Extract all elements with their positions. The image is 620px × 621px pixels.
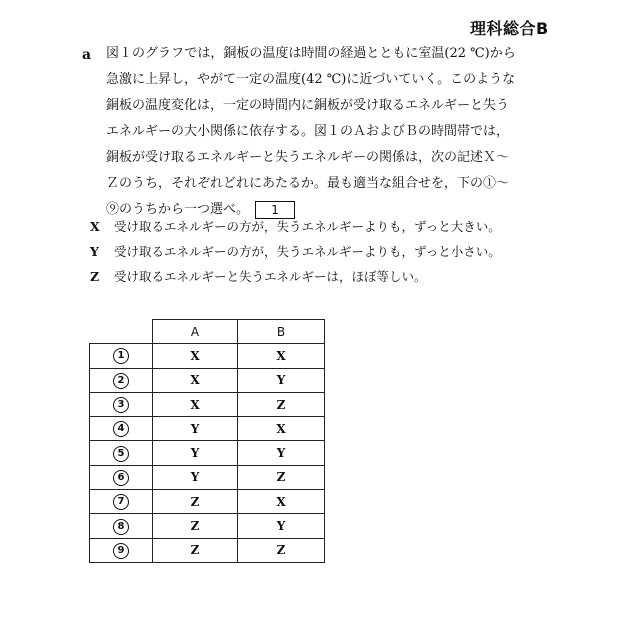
table-row [90,417,325,441]
table-row [90,392,325,416]
choice-number: 9 [113,543,129,559]
statement-y [90,239,530,264]
cell-a: Y [153,417,238,441]
choice-number: 8 [113,519,129,535]
statement-text: 受け取るエネルギーの方が，失うエネルギーよりも，ずっと大きい。 [114,219,501,234]
choice-number-cell [90,465,153,489]
choice-number-cell [90,441,153,465]
statement-text: 受け取るエネルギーと失うエネルギーは，ほぼ等しい。 [114,269,427,284]
cell-b: X [238,344,325,368]
cell-a: Z [153,538,238,562]
answer-box: 1 [255,201,295,219]
column-header-a: A [153,320,238,344]
cell-a: X [153,344,238,368]
statement-key: Z [90,269,100,284]
choice-number: 5 [113,446,129,462]
choice-number-cell [90,392,153,416]
choice-number: 7 [113,494,129,510]
column-header-b: B [238,320,325,344]
cell-b: Z [238,392,325,416]
choice-number: 2 [113,373,129,389]
table-row [90,490,325,514]
choice-number: 4 [113,421,129,437]
statement-list [90,214,530,289]
cell-a: Z [153,514,238,538]
choice-number-cell [90,490,153,514]
choice-number: 3 [113,397,129,413]
table-header-row [90,320,325,344]
choice-number: 6 [113,470,129,486]
table-row [90,441,325,465]
choice-number: 1 [113,348,129,364]
cell-b: Z [238,465,325,489]
statement-key: Y [90,244,99,259]
statement-text: 受け取るエネルギーの方が，失うエネルギーよりも，ずっと小さい。 [114,244,501,259]
question-text: 図１のグラフでは，銅板の温度は時間の経過とともに室温(22 ℃)から急激に上昇し，やがて一定の温度(42 ℃)に近づいていく。このような銅板の温度変化は，一定の時間内に銅板が受け取るエネルギーと失うエネルギーの大小関係に依存する。図１のＡおよびＢの時間帯では，銅板が受け取るエネルギーと失うエネルギーの関係は，次の記述Ｘ～Ｚのうち，それぞれどれにあたるか。最も適当な組合せを，下の①～⑨のうちから一つ選べ。 [106,46,516,217]
table-row [90,538,325,562]
statement-z [90,264,530,289]
cell-b: Y [238,441,325,465]
cell-a: Y [153,441,238,465]
choice-number-cell [90,368,153,392]
statement-x [90,214,530,239]
question-label: a [82,47,92,63]
cell-b: Y [238,514,325,538]
choice-number-cell [90,417,153,441]
question-text-block [106,41,516,223]
cell-a: X [153,392,238,416]
statement-key: X [90,219,100,234]
cell-b: X [238,490,325,514]
cell-b: Y [238,368,325,392]
table-row [90,465,325,489]
cell-a: X [153,368,238,392]
cell-b: Z [238,538,325,562]
page-header-title: 理科総合B [470,19,549,38]
table-corner-cell [90,320,153,344]
choice-number-cell [90,514,153,538]
cell-a: Z [153,490,238,514]
cell-b: X [238,417,325,441]
choice-number-cell [90,538,153,562]
choice-number-cell [90,344,153,368]
table-row [90,344,325,368]
table-row [90,368,325,392]
cell-a: Y [153,465,238,489]
table-row [90,514,325,538]
answer-choices-table [89,319,325,563]
